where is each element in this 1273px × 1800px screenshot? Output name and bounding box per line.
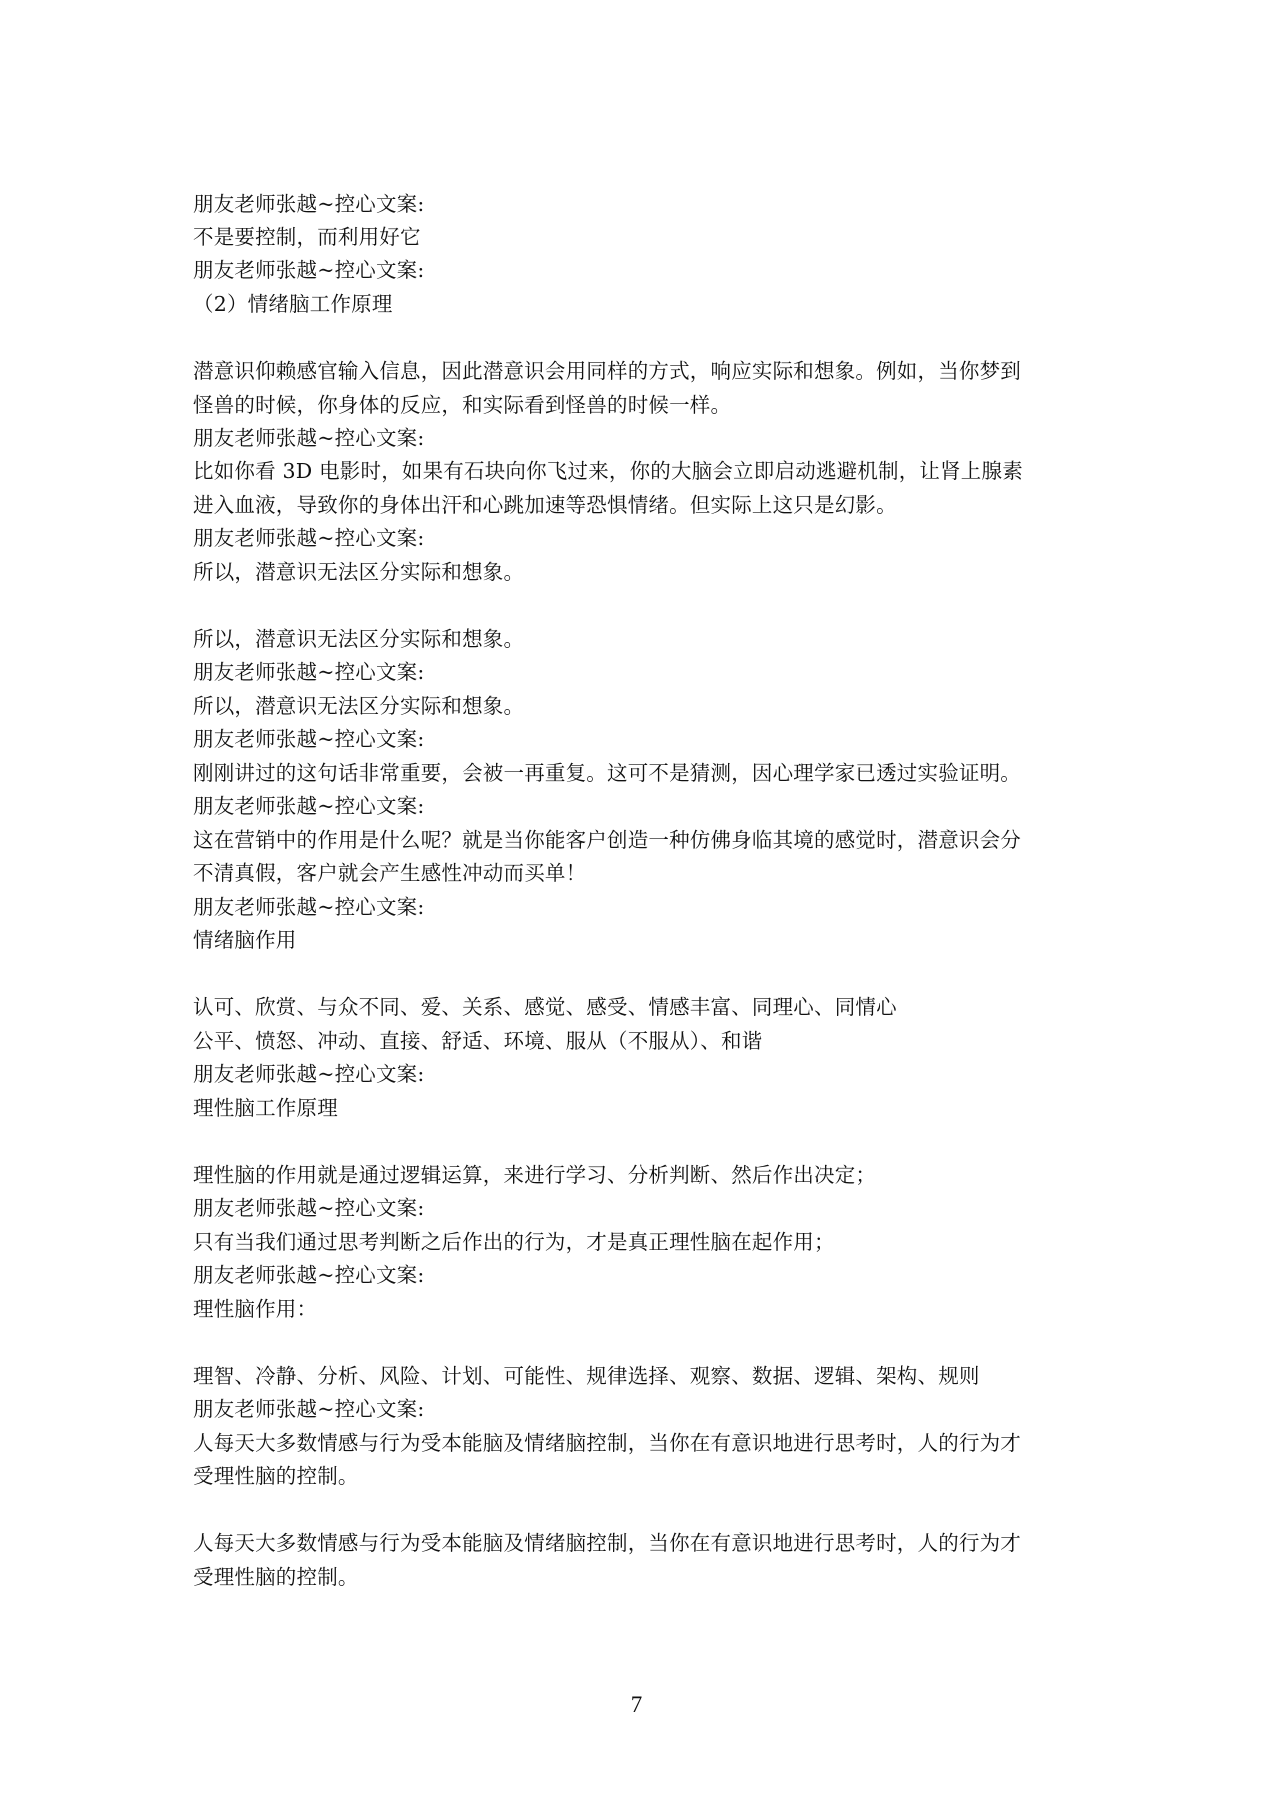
section-heading: 理性脑工作原理 [193,1096,338,1120]
text-line: 刚刚讲过的这句话非常重要，会被一再重复。这可不是猜测，因心理学家已透过实验证明。 [193,761,1021,785]
text-line: 理智、冷静、分析、风险、计划、可能性、规律选择、观察、数据、逻辑、架构、规则 [193,1364,980,1388]
text-line: 人每天大多数情感与行为受本能脑及情绪脑控制，当你在有意识地进行思考时，人的行为才 [193,1431,1021,1455]
text-line: 朋友老师张越~控心文案: [193,526,425,550]
text-line: 潜意识仰赖感官输入信息，因此潜意识会用同样的方式，响应实际和想象。例如，当你梦到 [193,359,1021,383]
text-line: 认可、欣赏、与众不同、爱、关系、感觉、感受、情感丰富、同理心、同情心 [193,995,897,1019]
section-heading: （2）情绪脑工作原理 [193,292,393,316]
text-line: 所以，潜意识无法区分实际和想象。 [193,694,525,718]
text-line: 朋友老师张越~控心文案: [193,426,425,450]
text-line: 朋友老师张越~控心文案: [193,1397,425,1421]
text-line: 朋友老师张越~控心文案: [193,1263,425,1287]
text-line: 受理性脑的控制。 [193,1565,359,1589]
text-line: 人每天大多数情感与行为受本能脑及情绪脑控制，当你在有意识地进行思考时，人的行为才 [193,1531,1021,1555]
text-line: 不是要控制，而利用好它 [193,225,421,249]
text-line: 理性脑的作用就是通过逻辑运算，来进行学习、分析判断、然后作出决定； [193,1163,877,1187]
text-line: 朋友老师张越~控心文案: [193,794,425,818]
text-line: 朋友老师张越~控心文案: [193,192,425,216]
text-line: 怪兽的时候，你身体的反应，和实际看到怪兽的时候一样。 [193,393,732,417]
text-line: 理性脑作用： [193,1297,318,1321]
text-line: 受理性脑的控制。 [193,1464,359,1488]
text-line: 这在营销中的作用是什么呢？就是当你能客户创造一种仿佛身临其境的感觉时，潜意识会分 [193,828,1021,852]
text-line: 情绪脑作用 [193,928,297,952]
text-line: 朋友老师张越~控心文案: [193,727,425,751]
text-line: 朋友老师张越~控心文案: [193,1062,425,1086]
text-line: 所以，潜意识无法区分实际和想象。 [193,627,525,651]
text-line: 只有当我们通过思考判断之后作出的行为，才是真正理性脑在起作用； [193,1230,835,1254]
text-line: 朋友老师张越~控心文案: [193,660,425,684]
text-line: 公平、愤怒、冲动、直接、舒适、环境、服从（不服从）、和谐 [193,1029,763,1053]
text-line: 朋友老师张越~控心文案: [193,1196,425,1220]
text-line: 不清真假，客户就会产生感性冲动而买单！ [193,861,587,885]
text-line: 进入血液，导致你的身体出汗和心跳加速等恐惧情绪。但实际上这只是幻影。 [193,493,897,517]
text-line: 朋友老师张越~控心文案: [193,258,425,282]
text-line: 朋友老师张越~控心文案: [193,895,425,919]
text-line: 所以，潜意识无法区分实际和想象。 [193,560,525,584]
page-number: 7 [630,1692,643,1717]
text-line: 比如你看 3D 电影时，如果有石块向你飞过来，你的大脑会立即启动逃避机制，让肾上腺素 [193,459,1023,483]
